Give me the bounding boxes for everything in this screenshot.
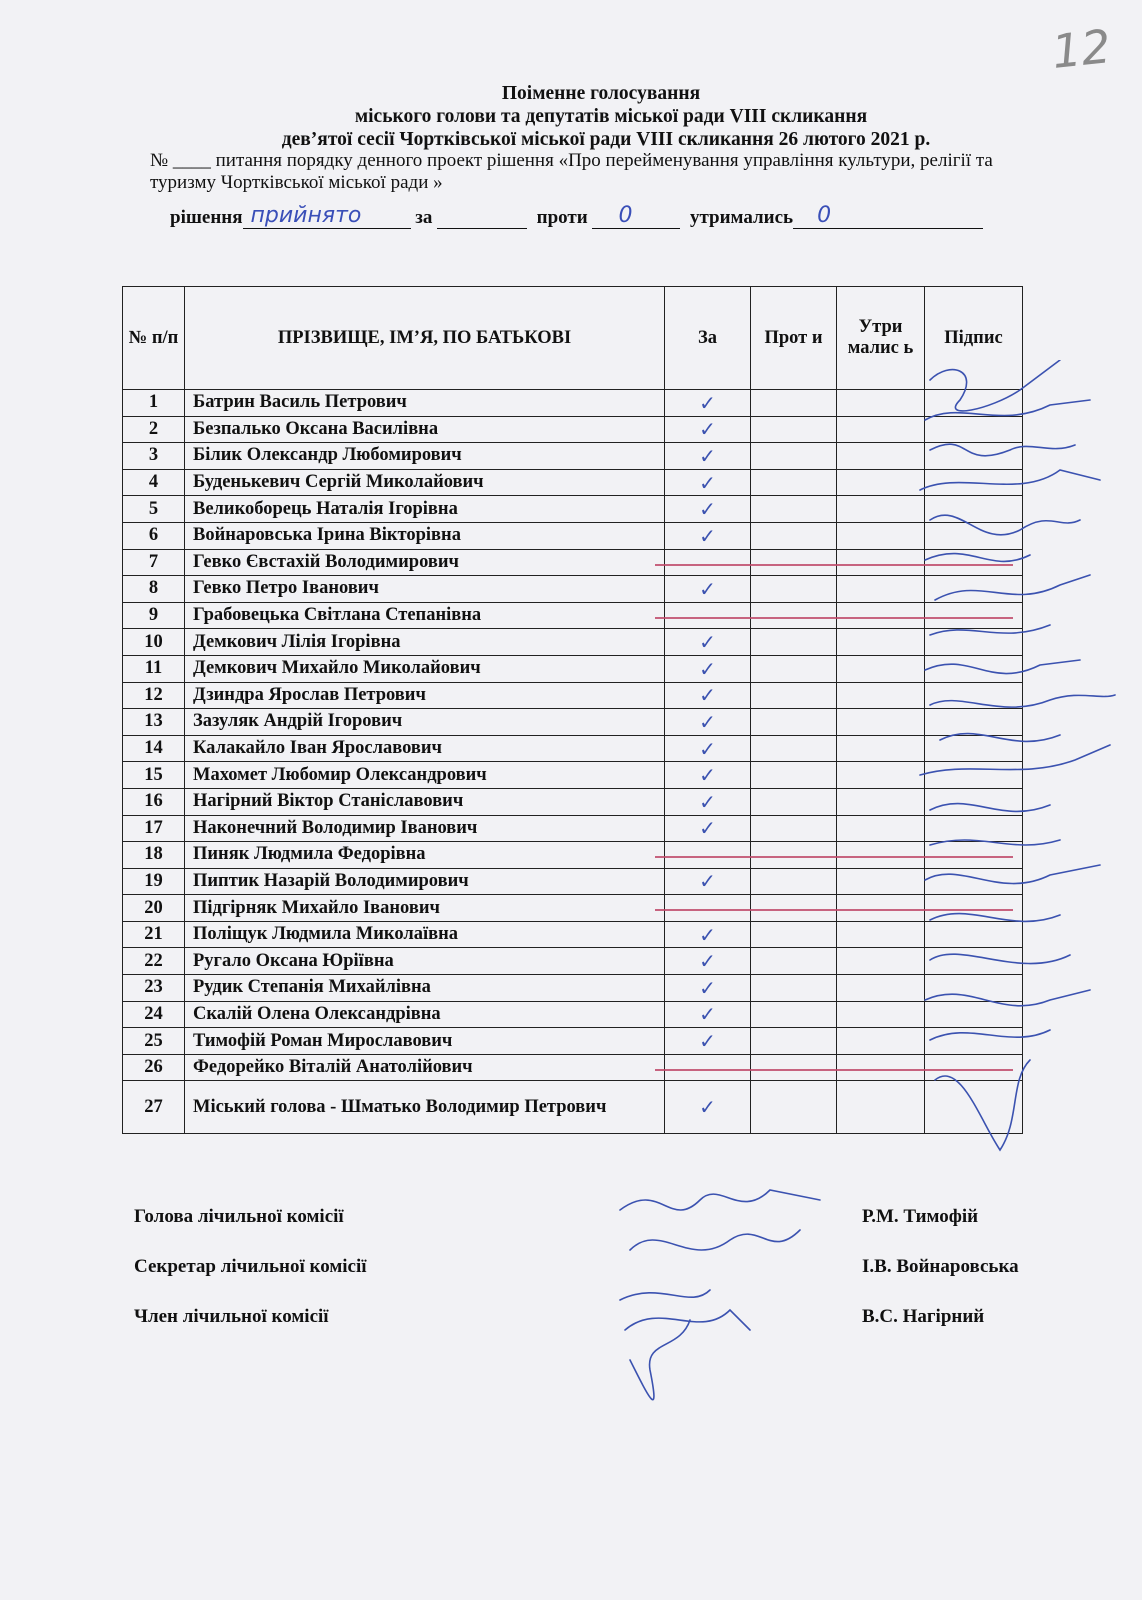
proty-field (592, 203, 680, 229)
page-number: 12 (1049, 19, 1114, 79)
commission-member-name: В.С. Нагірний (862, 1306, 985, 1327)
decision-label: рішення (170, 207, 243, 228)
row-vote-proty (751, 762, 837, 789)
row-vote-za (665, 895, 751, 922)
row-vote-za: ✓ (665, 576, 751, 603)
proty-handwritten: 0 (618, 203, 633, 228)
row-number: 16 (123, 788, 185, 815)
za-field (437, 206, 527, 229)
row-name: Буденькевич Сергій Миколайович (185, 469, 665, 496)
row-vote-za: ✓ (665, 443, 751, 470)
table-row (123, 549, 1023, 576)
header-utrym: Утри малис ь (837, 287, 925, 390)
table-header-row (123, 287, 1023, 390)
row-vote-za: ✓ (665, 921, 751, 948)
table-row (123, 868, 1023, 895)
row-name: Підгірняк Михайло Іванович (185, 895, 665, 922)
utrym-label: утримались (689, 207, 794, 228)
header-num: № п/п (123, 287, 185, 390)
voting-table (122, 286, 1023, 1134)
row-name: Демкович Лілія Ігорівна (185, 629, 665, 656)
row-vote-za: ✓ (665, 762, 751, 789)
row-vote-za: ✓ (665, 469, 751, 496)
row-name: Білик Олександр Любомирович (185, 443, 665, 470)
header-name: ПРІЗВИЩЕ, ІМ’Я, ПО БАТЬКОВІ (185, 287, 665, 390)
row-vote-proty (751, 469, 837, 496)
row-vote-za: ✓ (665, 735, 751, 762)
header-sign: Підпис (925, 287, 1023, 390)
table-row (123, 895, 1023, 922)
table-row (123, 629, 1023, 656)
row-name: Зазуляк Андрій Ігорович (185, 709, 665, 736)
table-row (123, 496, 1023, 523)
header-proty: Прот и (751, 287, 837, 390)
table-row (123, 975, 1023, 1002)
utrym-handwritten: 0 (817, 203, 832, 228)
row-number: 6 (123, 522, 185, 549)
row-vote-proty (751, 390, 837, 417)
row-number: 27 (123, 1081, 185, 1134)
table-row (123, 709, 1023, 736)
row-name: Гевко Євстахій Володимирович (185, 549, 665, 576)
row-vote-proty (751, 443, 837, 470)
row-vote-za (665, 1054, 751, 1081)
commission-head-label: Голова лічильної комісії (134, 1206, 344, 1227)
table-row (123, 602, 1023, 629)
row-number: 12 (123, 682, 185, 709)
document-header (0, 82, 1142, 151)
utrym-field (793, 203, 983, 229)
row-number: 17 (123, 815, 185, 842)
row-vote-proty (751, 1001, 837, 1028)
row-vote-za: ✓ (665, 682, 751, 709)
table-row (123, 842, 1023, 869)
row-name: Безпалько Оксана Василівна (185, 416, 665, 443)
row-vote-proty (751, 735, 837, 762)
row-vote-proty (751, 921, 837, 948)
row-name: Пиняк Людмила Федорівна (185, 842, 665, 869)
row-number: 20 (123, 895, 185, 922)
row-number: 8 (123, 576, 185, 603)
row-vote-proty (751, 576, 837, 603)
row-vote-za: ✓ (665, 815, 751, 842)
row-name: Наконечний Володимир Іванович (185, 815, 665, 842)
table-row (123, 1054, 1023, 1081)
row-number: 11 (123, 655, 185, 682)
commission-secretary-name: І.В. Войнаровська (862, 1256, 1019, 1277)
header-subtitle: міського голови та депутатів міської ради VIII скликання (354, 106, 868, 127)
row-name: Міський голова - Шматько Володимир Петрович (185, 1081, 665, 1134)
table-row (123, 1028, 1023, 1055)
row-name: Махомет Любомир Олександрович (185, 762, 665, 789)
row-name: Поліщук Людмила Миколаївна (185, 921, 665, 948)
table-row (123, 762, 1023, 789)
row-vote-proty (751, 549, 837, 576)
table-row (123, 469, 1023, 496)
row-vote-za: ✓ (665, 522, 751, 549)
row-vote-za: ✓ (665, 948, 751, 975)
row-vote-za: ✓ (665, 975, 751, 1002)
table-row (123, 416, 1023, 443)
row-vote-proty (751, 842, 837, 869)
row-vote-proty (751, 1081, 837, 1134)
row-number: 13 (123, 709, 185, 736)
row-name: Войнаровська Ірина Вікторівна (185, 522, 665, 549)
row-number: 15 (123, 762, 185, 789)
row-vote-za (665, 602, 751, 629)
row-vote-za: ✓ (665, 709, 751, 736)
row-vote-za: ✓ (665, 1001, 751, 1028)
commission-signatures (600, 1170, 840, 1430)
row-number: 19 (123, 868, 185, 895)
row-vote-proty (751, 496, 837, 523)
commission-member-label: Член лічильної комісії (134, 1306, 329, 1327)
row-name: Скалій Олена Олександрівна (185, 1001, 665, 1028)
row-number: 25 (123, 1028, 185, 1055)
header-za: За (665, 287, 751, 390)
header-session: дев’ятої сесії Чортківської міської ради VIII скликання 26 лютого 2021 р. (281, 129, 931, 150)
row-name: Батрин Василь Петрович (185, 390, 665, 417)
row-number: 14 (123, 735, 185, 762)
table-row (123, 1081, 1023, 1134)
row-vote-proty (751, 1054, 837, 1081)
table-row (123, 1001, 1023, 1028)
row-name: Дзиндра Ярослав Петрович (185, 682, 665, 709)
row-number: 23 (123, 975, 185, 1002)
za-label: за (415, 207, 433, 228)
row-vote-proty (751, 948, 837, 975)
row-vote-proty (751, 629, 837, 656)
table-row (123, 735, 1023, 762)
commission-secretary-label: Секретар лічильної комісії (134, 1256, 367, 1277)
row-name: Ругало Оксана Юріївна (185, 948, 665, 975)
row-vote-za: ✓ (665, 629, 751, 656)
row-vote-za: ✓ (665, 1081, 751, 1134)
row-number: 26 (123, 1054, 185, 1081)
proty-label: проти (536, 207, 588, 228)
header-title: Поіменне голосування (501, 83, 701, 104)
row-name: Рудик Степанія Михайлівна (185, 975, 665, 1002)
table-row (123, 948, 1023, 975)
row-vote-za: ✓ (665, 655, 751, 682)
row-vote-za (665, 842, 751, 869)
row-number: 5 (123, 496, 185, 523)
row-vote-za: ✓ (665, 868, 751, 895)
row-vote-za: ✓ (665, 788, 751, 815)
table-row (123, 788, 1023, 815)
table-row (123, 815, 1023, 842)
table-row (123, 443, 1023, 470)
decision-handwritten: прийнято (250, 203, 362, 228)
row-name: Тимофій Роман Мирославович (185, 1028, 665, 1055)
row-vote-proty (751, 895, 837, 922)
agenda-item-text: № ____ питання порядку денного проект рішення «Про перейменування управління культури, релігії та туризму Чортківської міської ради » (150, 150, 993, 193)
row-number: 1 (123, 390, 185, 417)
row-vote-proty (751, 788, 837, 815)
row-vote-proty (751, 602, 837, 629)
signature-column-scribbles (900, 360, 1120, 1160)
row-vote-proty (751, 1028, 837, 1055)
row-vote-za: ✓ (665, 416, 751, 443)
row-vote-proty (751, 522, 837, 549)
row-vote-za: ✓ (665, 1028, 751, 1055)
row-vote-proty (751, 868, 837, 895)
row-vote-proty (751, 655, 837, 682)
row-name: Нагірний Віктор Станіславович (185, 788, 665, 815)
row-number: 2 (123, 416, 185, 443)
row-number: 9 (123, 602, 185, 629)
row-vote-proty (751, 709, 837, 736)
table-row (123, 576, 1023, 603)
table-row (123, 682, 1023, 709)
row-number: 24 (123, 1001, 185, 1028)
decision-line (170, 203, 1070, 229)
row-number: 10 (123, 629, 185, 656)
row-name: Демкович Михайло Миколайович (185, 655, 665, 682)
commission-head-name: Р.М. Тимофій (862, 1206, 979, 1227)
row-vote-za: ✓ (665, 496, 751, 523)
row-vote-proty (751, 416, 837, 443)
row-vote-za: ✓ (665, 390, 751, 417)
row-name: Федорейко Віталій Анатолійович (185, 1054, 665, 1081)
row-vote-proty (751, 815, 837, 842)
row-name: Калакайло Іван Ярославович (185, 735, 665, 762)
row-vote-proty (751, 975, 837, 1002)
row-name: Великоборець Наталія Ігорівна (185, 496, 665, 523)
table-row (123, 390, 1023, 417)
table-row (123, 655, 1023, 682)
row-name: Гевко Петро Іванович (185, 576, 665, 603)
row-number: 21 (123, 921, 185, 948)
table-row (123, 522, 1023, 549)
row-vote-za (665, 549, 751, 576)
decision-field (243, 203, 411, 229)
table-row (123, 921, 1023, 948)
row-number: 4 (123, 469, 185, 496)
row-name: Грабовецька Світлана Степанівна (185, 602, 665, 629)
row-number: 3 (123, 443, 185, 470)
row-number: 7 (123, 549, 185, 576)
row-number: 18 (123, 842, 185, 869)
row-number: 22 (123, 948, 185, 975)
row-name: Пиптик Назарій Володимирович (185, 868, 665, 895)
row-vote-proty (751, 682, 837, 709)
